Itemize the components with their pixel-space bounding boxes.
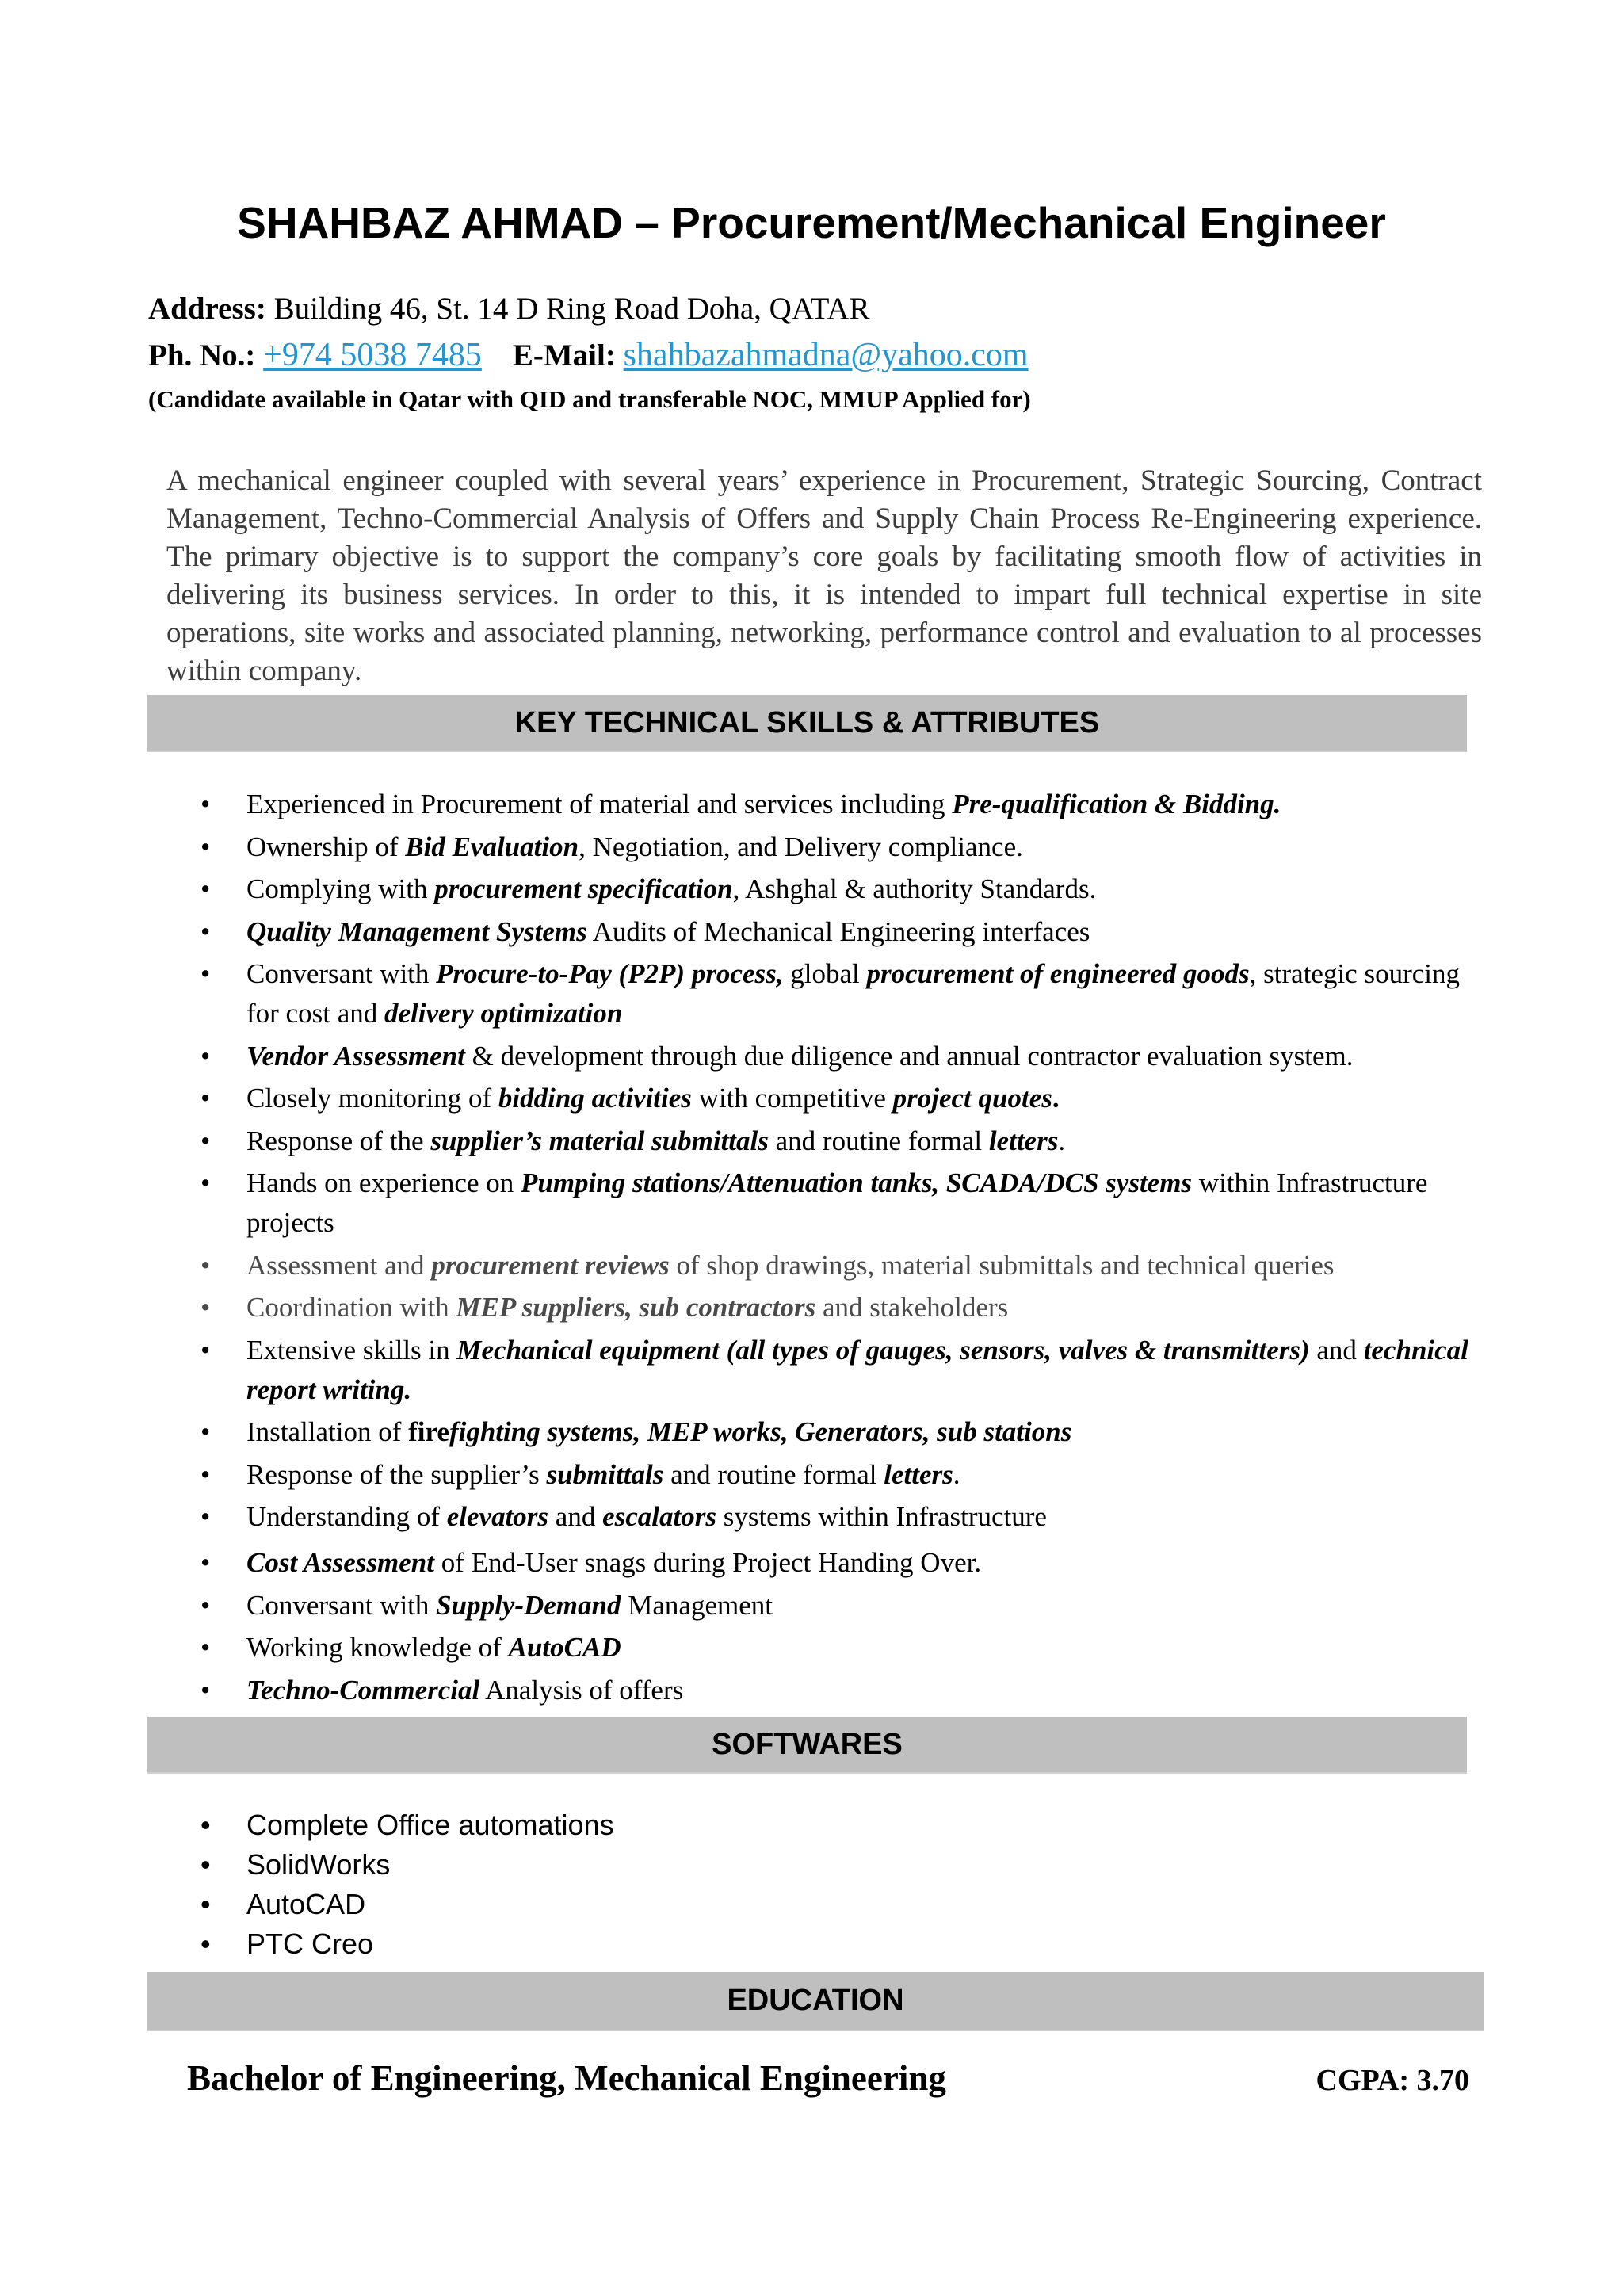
skill-item [200,1543,1483,1583]
skill-item [200,1586,1483,1626]
skill-text: , strategic sourcing for cost and [246,958,1460,1029]
skill-text: . [953,1458,960,1490]
skill-emphasis: Pre-qualification & Bidding. [952,789,1281,819]
skill-text: and [548,1501,603,1532]
skill-item [200,1037,1483,1076]
cgpa-value: CGPA: 3.70 [1316,2064,1469,2097]
software-item [200,1805,1197,1845]
skill-text: Response of the supplier’s [246,1458,547,1490]
skill-emphasis: elevators [446,1501,549,1532]
software-item [200,1885,1197,1924]
skill-text: , Ashghal & authority Standards. [732,873,1097,904]
skill-emphasis: procurement specification [434,873,733,904]
skill-text: of shop drawings, material submittals and technical queries [669,1249,1335,1281]
bullet-icon: • [200,1674,211,1706]
skill-item [200,1246,1483,1286]
degree-title: Bachelor of Engineering, Mechanical Engineering [187,2058,946,2098]
software-name: AutoCAD [246,1888,366,1920]
address-value: Building 46, St. 14 D Ring Road Doha, QATAR [273,292,870,326]
bullet-icon: • [200,1809,211,1841]
software-name: Complete Office automations [246,1809,614,1841]
skill-text: Coordination with [246,1292,456,1323]
phone-label: Ph. No.: [148,338,256,372]
skill-item [200,1455,1483,1495]
skill-emphasis: Vendor Assessment [246,1040,465,1072]
bullet-icon: • [200,1167,211,1198]
skill-emphasis: procurement of engineered goods [866,958,1250,989]
skill-emphasis: letters [988,1125,1059,1156]
skill-emphasis: Bid Evaluation [405,831,579,862]
skill-emphasis: fighting systems, MEP works, Generators, sub stations [449,1416,1072,1447]
skill-item [200,827,1483,867]
skill-text: Understanding of [246,1501,447,1532]
skill-emphasis: Mechanical equipment (all types of gauges, sensors, valves & transmitters) [456,1334,1310,1366]
skill-item [200,1163,1483,1243]
skill-text: and routine formal [768,1125,989,1156]
skill-item [200,1412,1483,1452]
bullet-icon: • [200,1927,211,1960]
skill-text: Closely monitoring of [246,1083,498,1114]
skill-emphasis: submittals [546,1458,664,1490]
page-title: SHAHBAZ AHMAD – Procurement/Mechanical Engineer [237,198,1386,247]
availability-note: (Candidate available in Qatar with QID and transferable NOC, MMUP Applied for) [148,385,1031,413]
skill-emphasis: supplier’s material submittals [430,1125,769,1156]
skill-text: Ownership of [246,831,406,862]
bullet-icon: • [200,1589,211,1621]
skill-text: Audits of Mechanical Engineering interfaces [586,915,1090,947]
skill-emphasis: project quotes [892,1083,1052,1114]
skill-emphasis: Cost Assessment [246,1547,434,1578]
bullet-icon: • [200,1416,211,1447]
skill-item [200,785,1483,824]
bullet-icon: • [200,915,211,947]
skill-item [200,1628,1483,1668]
software-name: PTC Creo [246,1927,374,1960]
section-header-software: SOFTWARES [147,1717,1467,1774]
address-label: Address: [148,292,266,326]
skill-emphasis: Procure-to-Pay (P2P) process, [436,958,784,989]
skill-item [200,869,1483,909]
bullet-icon: • [200,873,211,904]
skill-item [200,1079,1483,1118]
skill-emphasis: letters [884,1458,953,1490]
skill-text: Conversant with [246,1589,437,1621]
skill-item [200,1331,1483,1410]
email-label: E-Mail: [512,338,616,372]
software-item [200,1845,1197,1885]
skill-text: and [1309,1334,1364,1366]
section-header-skills: KEY TECHNICAL SKILLS & ATTRIBUTES [147,695,1467,752]
profile-summary: A mechanical engineer coupled with several years’ experience in Procurement, Strategic Sourcing, Contract Management, Techno-Commercial Analysis of Offers and Supply Chain Process Re-Engineering experience. The primary objective is to support the company’s core goals by facilitating smooth flow of activities in delivering its business services. In order to this, it is intended to impart full technical expertise in site operations, site works and associated planning, networking, performance control and evaluation to al processes within company. [166,464,1482,687]
skill-text: systems within Infrastructure [716,1501,1047,1532]
software-item [200,1924,1197,1964]
bullet-icon: • [200,1249,211,1281]
bullet-icon: • [200,789,211,819]
skill-emphasis: bidding activities [498,1083,692,1114]
bullet-icon: • [200,1458,211,1490]
skill-emphasis: escalators [602,1501,716,1532]
skill-emphasis: . [1052,1083,1060,1114]
skill-item [200,954,1483,1033]
skill-text: & development through due diligence and annual contractor evaluation system. [464,1040,1354,1072]
skill-text: Management [621,1589,773,1621]
skill-emphasis: AutoCAD [508,1632,621,1663]
phone-link[interactable]: +974 5038 7485 [263,337,482,373]
bullet-icon: • [200,1501,211,1532]
skill-item [200,1288,1483,1328]
skill-emphasis: MEP suppliers, sub contractors [456,1292,816,1323]
skill-text: Analysis of offers [479,1674,684,1706]
bullet-icon: • [200,1848,211,1881]
bullet-icon: • [200,1334,211,1366]
address-line [148,290,870,328]
skill-text: Complying with [246,873,435,904]
bullet-icon: • [200,1292,211,1323]
skill-emphasis: procurement reviews [431,1249,670,1281]
skill-text: Response of the [246,1125,431,1156]
bullet-icon: • [200,958,211,989]
skill-item [200,1121,1483,1161]
skill-text: Assessment and [246,1249,432,1281]
section-header-education: EDUCATION [147,1972,1484,2031]
skill-text: Extensive skills in [246,1334,457,1366]
bullet-icon: • [200,1125,211,1156]
skill-emphasis: Techno-Commercial [246,1674,480,1706]
skill-item [200,1671,1483,1710]
bullet-icon: • [200,1547,211,1578]
bullet-icon: • [200,1040,211,1072]
bullet-icon: • [200,1888,211,1920]
skill-emphasis: delivery optimization [384,998,623,1029]
skill-emphasis: Supply-Demand [436,1589,621,1621]
skill-text: Experienced in Procurement of material and services including [246,789,953,819]
skill-text: Installation of [246,1416,409,1447]
bullet-icon: • [200,1632,211,1663]
bullet-icon: • [200,1083,211,1114]
skill-text: of End-User snags during Project Handing Over. [433,1547,982,1578]
skill-text: . [1058,1125,1066,1156]
skills-list [200,785,1483,1713]
skill-text: Working knowledge of [246,1632,509,1663]
phone-email-line [148,336,1029,375]
email-link[interactable]: shahbazahmadna@yahoo.com [623,337,1029,373]
software-name: SolidWorks [246,1848,391,1881]
skill-emphasis: Quality Management Systems [246,915,587,947]
skill-text: Hands on experience on [246,1167,521,1198]
bullet-icon: • [200,831,211,862]
skill-text: , Negotiation, and Delivery compliance. [579,831,1023,862]
skill-item [200,1497,1483,1537]
skill-text: Conversant with [246,958,437,989]
skill-item [200,912,1483,952]
skill-text: and stakeholders [815,1292,1009,1323]
skill-text: within Infrastructure projects [246,1167,1428,1238]
skill-emphasis: technical report writing. [246,1334,1468,1405]
skill-text: and routine formal [663,1458,884,1490]
skill-emphasis: Pumping stations/Attenuation tanks, SCADA/DCS systems [520,1167,1193,1198]
skill-text: with competitive [691,1083,893,1114]
skill-emphasis: fire [408,1416,449,1447]
skill-text: global [783,958,867,989]
software-list [200,1805,1197,1964]
